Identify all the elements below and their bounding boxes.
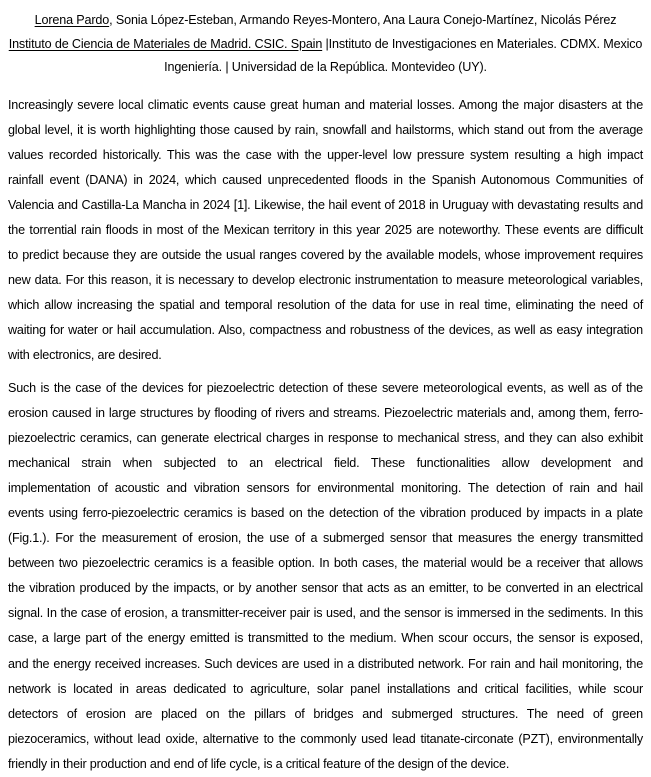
paragraph-line: (Fig.1.). For the measurement of erosion, the use of a submerged sensor that measures the energy transmitted (8, 531, 643, 546)
paragraph-line: rainfall event (DANA) in 2024, which caused unprecedented floods in the Spanish Autonomous Communities of (8, 172, 643, 187)
affiliation-line-1 (8, 33, 643, 57)
paragraph-line: waiting for water or hail accumulation. Also, compactness and robustness of the devices, as well as easy integration (8, 323, 643, 338)
paragraph-line: global level, it is worth highlighting those caused by rain, snowfall and hailstorms, which stand out from the average (8, 122, 643, 137)
paragraph-line: signal. In the case of erosion, a transmitter-receiver pair is used, and the sensor is immersed in the sediments. In this (8, 606, 643, 621)
paragraph-line: Increasingly severe local climatic events cause great human and material losses. Among the major disasters at the (8, 97, 643, 112)
paragraph-piezoelectric-devices (8, 376, 643, 777)
author-line (8, 9, 643, 33)
paragraph-line: values recorded historically. This was the case with the upper-level low pressure system resulting a high impact (8, 147, 643, 162)
paragraph-line: piezoelectric ceramics, can generate electrical charges in response to mechanical stress, and they can also exhibit (8, 430, 643, 445)
paragraph-line: Such is the case of the devices for piezoelectric detection of these severe meteorological events, as well as of the (8, 380, 643, 395)
paragraph-line: implementation of acoustic and vibration sensors for environmental monitoring. The detection of rain and hail (8, 480, 643, 495)
paragraph-line: to predict because they are outside the usual ranges covered by the available models, whose improvement requires (8, 248, 643, 263)
paragraph-line: new data. For this reason, it is necessary to develop electronic instrumentation to measure meteorological variables, (8, 273, 643, 288)
presenting-author: Lorena Pardo (34, 13, 110, 27)
paragraph-line: with electronics, are desired. (8, 348, 162, 363)
secondary-affiliations: |Instituto de Investigaciones en Materiales. CDMX. Mexico (322, 36, 643, 51)
paragraph-line: piezoceramics, without lead oxide, alternative to the commonly used lead titanate-circonate (PZT), environmentally (8, 731, 643, 746)
paragraph-line: the vibration produced by the impacts, or by another sensor that acts as an emitter, to be converted in an electrical (8, 581, 643, 596)
paragraph-line: network is located in areas dedicated to agriculture, solar panel installations and critical facilities, while scour (8, 681, 643, 696)
paragraph-line: which allow increasing the spatial and temporal resolution of the data for use in real time, eliminating the need of (8, 298, 643, 313)
paragraph-line: and the energy received increases. Such devices are used in a distributed network. For rain and hail monitoring, the (8, 656, 643, 671)
other-authors: , Sonia López-Esteban, Armando Reyes-Montero, Ana Laura Conejo-Martínez, Nicolás Pérez (109, 13, 617, 27)
paragraph-line: case, a large part of the energy emitted is transmitted to the medium. When scour occurs, the sensor is exposed, (8, 631, 643, 646)
affiliation-line-2: Ingeniería. | Universidad de la República. Montevideo (UY). (164, 60, 487, 74)
paragraph-line: mechanical strain when subjected to an electrical field. These functionalities allow development and (8, 455, 643, 470)
paragraph-line: erosion caused in large structures by flooding of rivers and streams. Piezoelectric materials and, among them, ferro- (8, 405, 643, 420)
paragraph-line: between two piezoelectric ceramics is a feasible option. In both cases, the material would be a receiver that allows (8, 556, 643, 571)
paragraph-line: detectors of erosion are placed on the pillars of bridges and submerged structures. The need of green (8, 706, 643, 721)
paragraph-introduction (8, 93, 643, 369)
paragraph-line: events using ferro-piezoelectric ceramics is based on the detection of the vibration produced by impacts in a plate (8, 506, 643, 520)
paragraph-line: the torrential rain floods in most of the Mexican territory in this year 2025 are noteworthy. These events are difficult (8, 222, 643, 237)
paragraph-line: friendly in their production and end of life cycle, is a critical feature of the design of the device. (8, 756, 510, 771)
paragraph-line: Valencia and Castilla-La Mancha in 2024 [1]. Likewise, the hail event of 2018 in Uruguay with devastating results and (8, 197, 643, 212)
primary-affiliation: Instituto de Ciencia de Materiales de Madrid. CSIC. Spain (8, 36, 323, 51)
